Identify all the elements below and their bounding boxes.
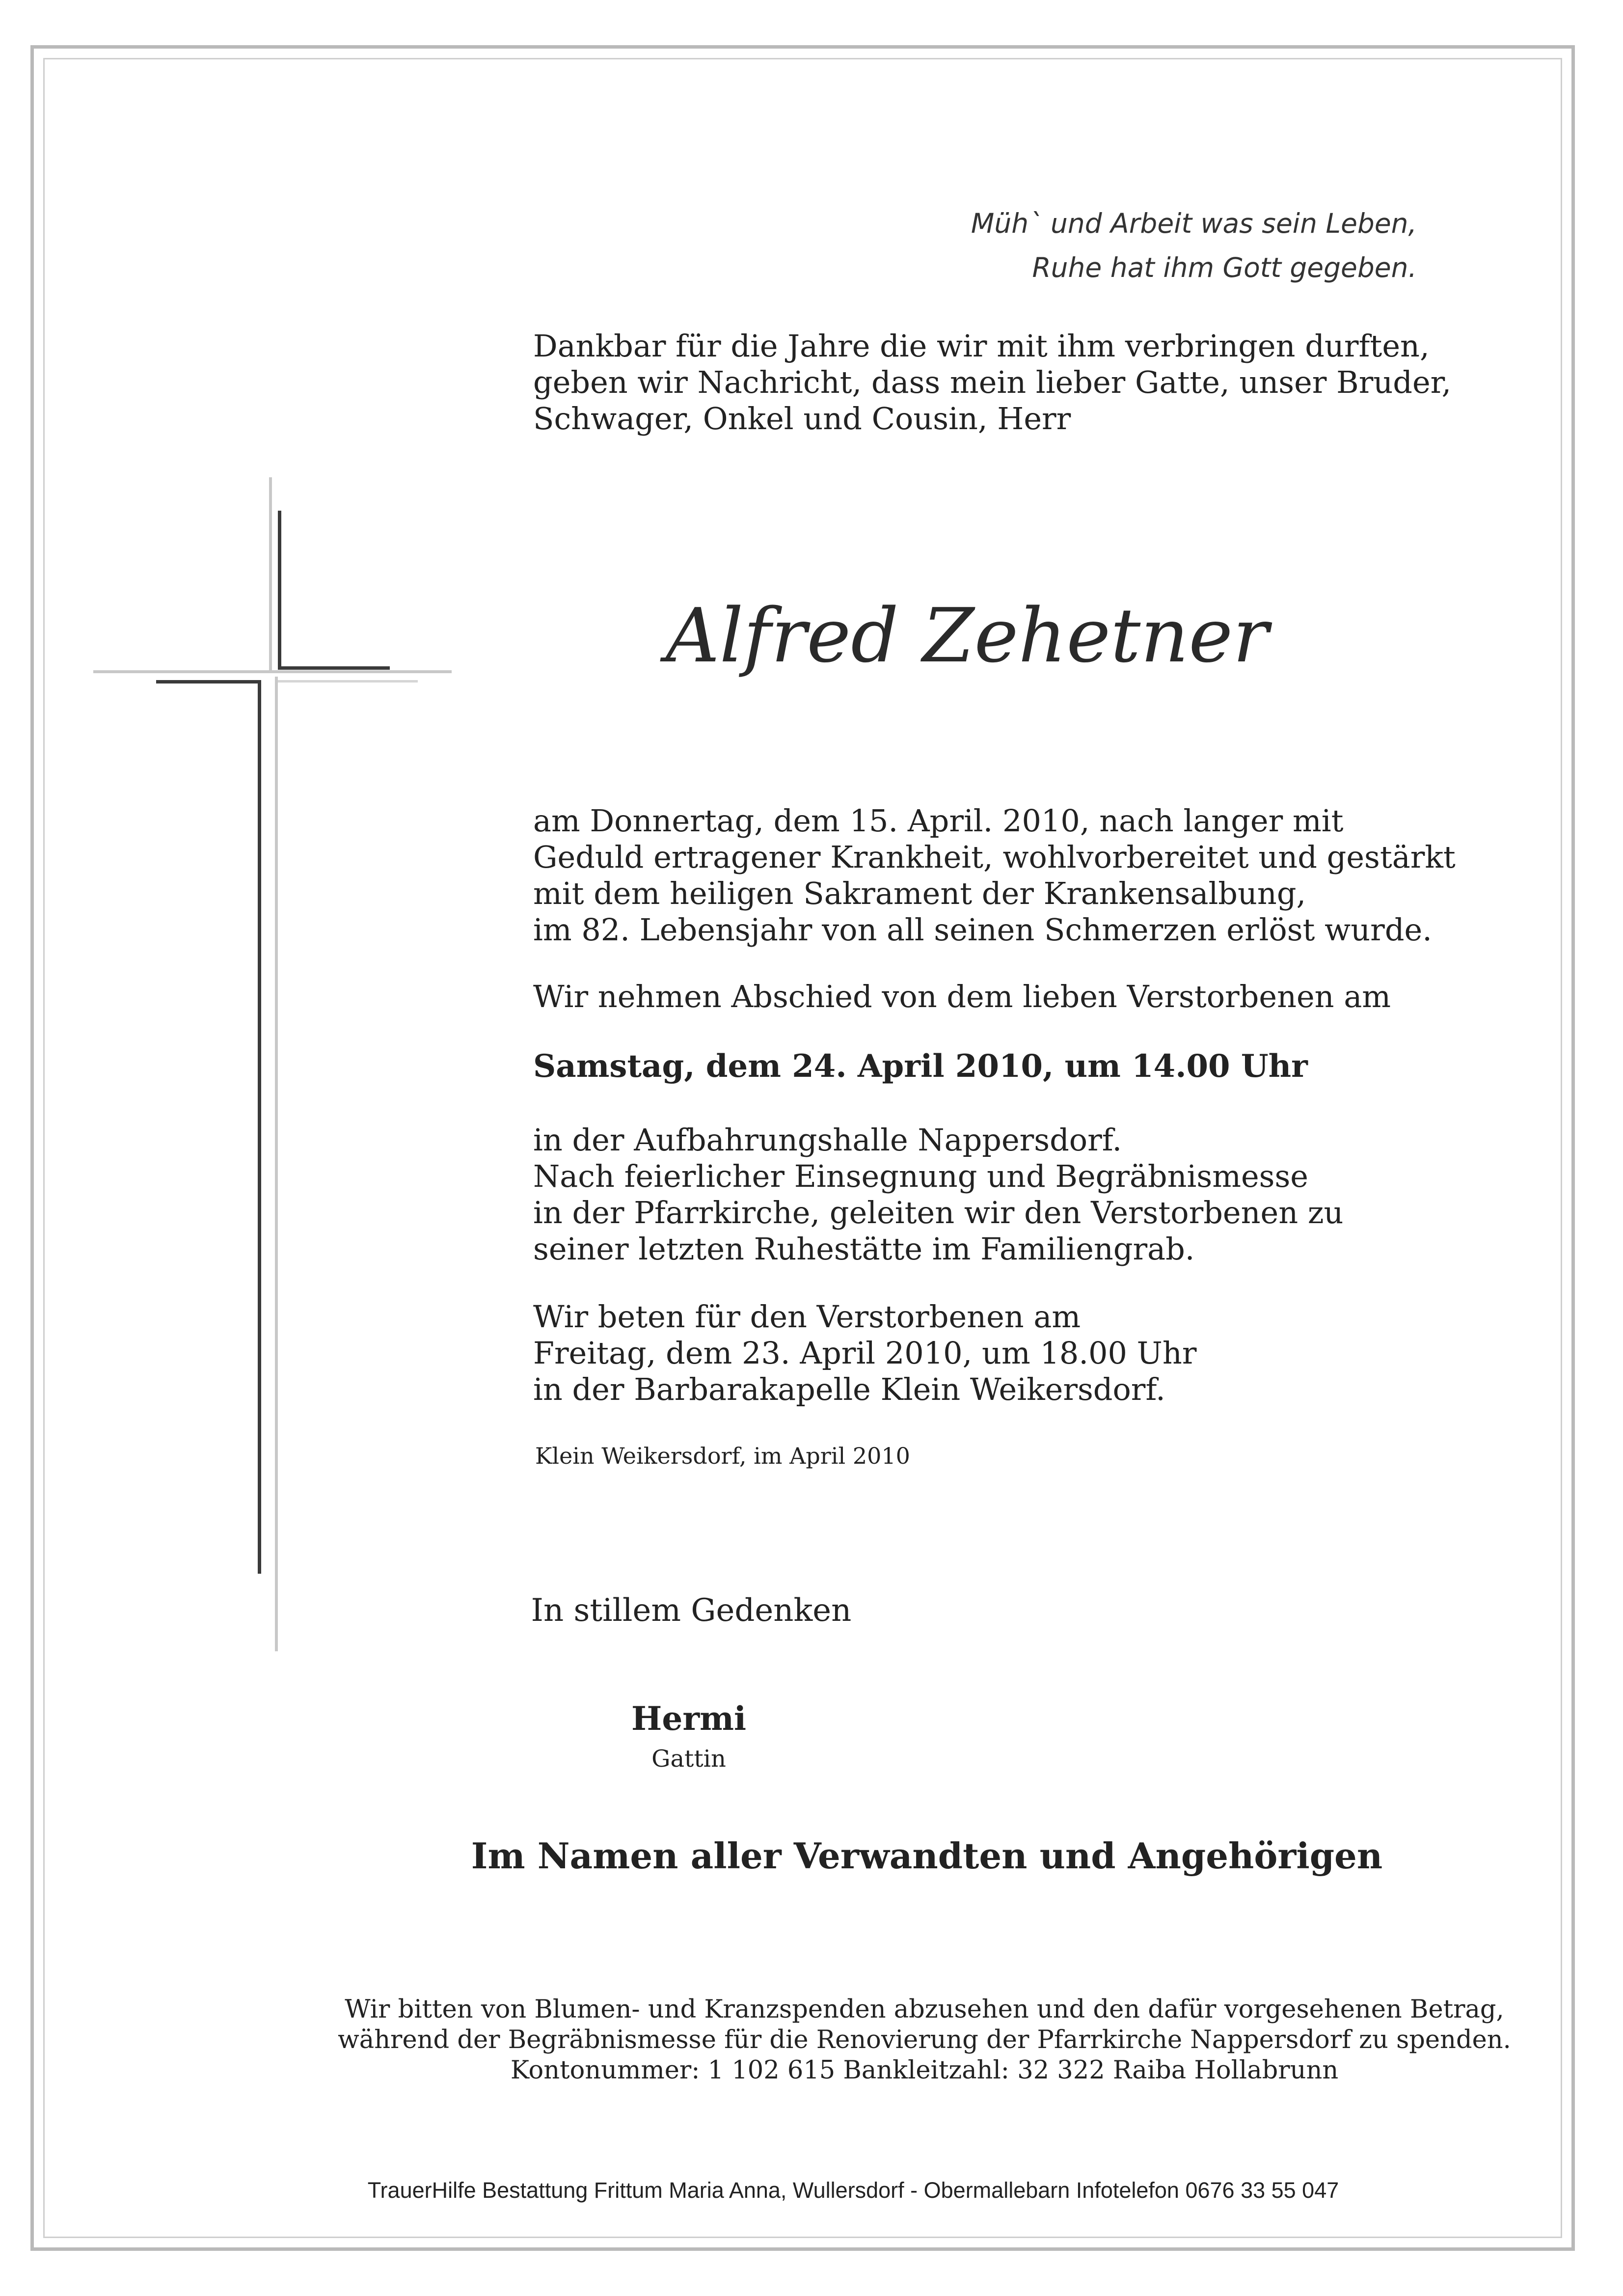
relatives-text: Im Namen aller Verwandten und Angehörigen bbox=[471, 1835, 1383, 1877]
death-notice-line: mit dem heiligen Sakrament der Krankensalbung, bbox=[533, 875, 1306, 911]
prayer-line: in der Barbarakapelle Klein Weikersdorf. bbox=[533, 1371, 1165, 1407]
motto-line: Müh` und Arbeit was sein Leben, bbox=[971, 208, 1417, 239]
intro-line: Dankbar für die Jahre die wir mit ihm verbringen durften, bbox=[533, 328, 1430, 364]
ceremony-line: seiner letzten Ruhestätte im Familiengrab. bbox=[533, 1231, 1195, 1267]
place-date: Klein Weikersdorf, im April 2010 bbox=[535, 1443, 910, 1469]
death-notice bbox=[533, 803, 1456, 948]
death-notice-line: im 82. Lebensjahr von all seinen Schmerzen erlöst wurde. bbox=[533, 912, 1432, 948]
intro-line: Schwager, Onkel und Cousin, Herr bbox=[533, 401, 1071, 437]
motto-line: Ruhe hat ihm Gott gegeben. bbox=[1032, 252, 1417, 283]
farewell-text: Wir nehmen Abschied von dem lieben Verstorbenen am bbox=[533, 979, 1391, 1014]
donation-note bbox=[113, 1995, 1623, 2086]
memory-text: In stillem Gedenken bbox=[531, 1592, 852, 1629]
motto bbox=[971, 201, 1417, 290]
prayer-text bbox=[533, 1299, 1196, 1408]
deceased-name: Alfred Zehetner bbox=[666, 592, 1269, 679]
ceremony-line: in der Aufbahrungshalle Nappersdorf. bbox=[533, 1122, 1122, 1158]
prayer-line: Wir beten für den Verstorbenen am bbox=[533, 1299, 1081, 1335]
widow-relation: Gattin bbox=[651, 1745, 726, 1773]
ceremony-text bbox=[533, 1122, 1343, 1267]
donation-line: Wir bitten von Blumen- und Kranzspenden abzusehen und den dafür vorgesehenen Betrag, bbox=[345, 1995, 1504, 2024]
funeral-date: Samstag, dem 24. April 2010, um 14.00 Uhr bbox=[533, 1048, 1308, 1085]
widow-name: Hermi bbox=[631, 1699, 747, 1738]
ceremony-line: in der Pfarrkirche, geleiten wir den Verstorbenen zu bbox=[533, 1195, 1344, 1230]
death-notice-line: am Donnertag, dem 15. April. 2010, nach langer mit bbox=[533, 803, 1344, 839]
death-notice-line: Geduld ertragener Krankheit, wohlvorbereitet und gestärkt bbox=[533, 839, 1456, 875]
ceremony-line: Nach feierlicher Einsegnung und Begräbnismesse bbox=[533, 1158, 1309, 1194]
funeral-home-imprint: TrauerHilfe Bestattung Frittum Maria Anna, Wullersdorf - Obermallebarn Infotelefon 0676 33 55 047 bbox=[367, 2178, 1339, 2203]
donation-line: während der Begräbnismesse für die Renovierung der Pfarrkirche Nappersdorf zu spenden. bbox=[338, 2025, 1511, 2054]
prayer-line: Freitag, dem 23. April 2010, um 18.00 Uhr bbox=[533, 1335, 1197, 1371]
intro-text bbox=[533, 328, 1451, 437]
donation-line: Kontonummer: 1 102 615 Bankleitzahl: 32 322 Raiba Hollabrunn bbox=[510, 2056, 1339, 2085]
intro-line: geben wir Nachricht, dass mein lieber Gatte, unser Bruder, bbox=[533, 364, 1452, 400]
